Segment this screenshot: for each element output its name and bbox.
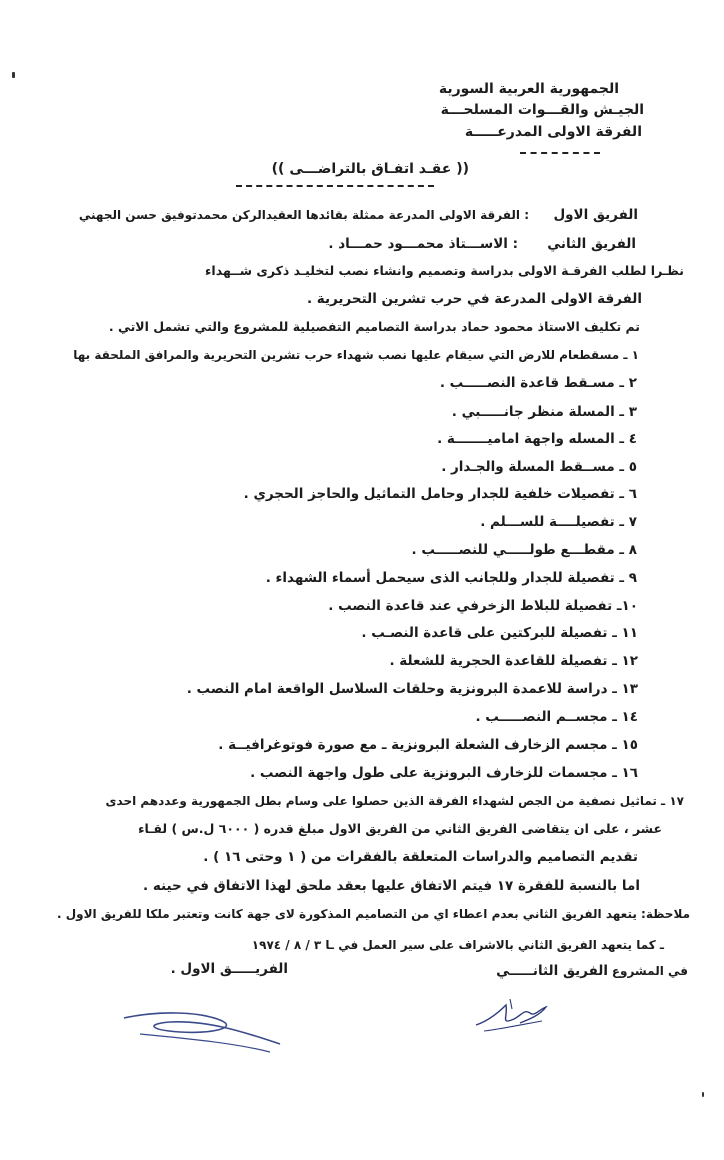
- item-11: ١١ ـ تفصيلة للبركتين على قاعدة النصـب .: [361, 625, 638, 641]
- first-party-signature-label: الفريـــــق الاول .: [170, 961, 288, 977]
- intro-line-3: تم تكليف الاستاذ محمود حماد بدراسة التصاميم التفصيلية للمشروع والتي تشمل الاتي .: [108, 319, 640, 334]
- item-4: ٤ ـ المسله واجهة اماميـــــــة .: [437, 431, 637, 447]
- header-country: الجمهورية العربية السورية: [438, 81, 619, 97]
- item-1: ١ ـ مسقطعام للارض التي سيقام عليها نصب شهداء حرب تشرين التحريرية والمرافق الملحقة بها: [73, 348, 639, 362]
- item-9: ٩ ـ تفصيلة للجدار وللجانب الذى سيحمل أسماء الشهداء .: [265, 570, 637, 586]
- first-party-signature: [120, 1000, 290, 1060]
- item-13: ١٣ ـ دراسة للاعمدة البرونزية وحلقات السلاسل الواقعة امام النصب .: [186, 681, 638, 697]
- item-7: ٧ ـ تفصيلــــة للســـلم .: [480, 514, 637, 530]
- supervision-note: ـ كما يتعهد الفريق الثاني بالاشراف على سير العمل في ـا ٣ / ٨ / ١٩٧٤: [251, 938, 664, 952]
- first-party-label: الفريق الاول: [553, 207, 638, 223]
- title-underline: [236, 185, 434, 187]
- first-party-value: : الفرقة الاولى المدرعة ممثلة بقائدها العقيدالركن محمدتوفيق حسن الجهني: [78, 208, 529, 222]
- second-party-signature: [470, 995, 560, 1040]
- paper-speck: [12, 72, 15, 78]
- second-party-signature-label: الفريق الثانـــــي: [496, 963, 608, 979]
- paper-speck: [702, 1092, 704, 1097]
- item-12: ١٢ ـ تفصيلة للقاعدة الحجرية للشعلة .: [389, 653, 638, 669]
- header-division: الفرقة الاولى المدرعـــــة: [464, 124, 642, 140]
- item-17-line-3: تقديم التصاميم والدراسات المتعلقة بالفقرات من ( ١ وحتى ١٦ ) .: [203, 849, 638, 865]
- ownership-note: ملاحظة: يتعهد الفريق الثاني بعدم اعطاء اي من التصاميم المذكورة لاى جهة كانت وتعتبر ملكا للفريق الاول .: [57, 907, 690, 921]
- item-14: ١٤ ـ مجســم النصـــــب .: [475, 709, 638, 725]
- item-2: ٢ ـ مسـقط قاعدة النصـــــب .: [439, 375, 637, 391]
- header-army: الجيـش والقـــوات المسلحـــة: [440, 102, 644, 118]
- item-10: ١٠ـ تفصيلة للبلاط الزخرفي عند قاعدة النصب .: [328, 598, 638, 614]
- paragraph-17-note: اما بالنسبة للفقرة ١٧ فيتم الاتفاق عليها بعقد ملحق لهذا الاتفاق في حينه .: [142, 878, 640, 894]
- intro-line-2: الفرقة الاولى المدرعة في حرب تشرين التحريرية .: [306, 291, 642, 307]
- item-8: ٨ ـ مقطـــع طولـــــي للنصـــــب .: [411, 542, 637, 558]
- item-5: ٥ ـ مســقط المسلة والجـدار .: [441, 459, 637, 475]
- item-17-line-1: ١٧ ـ تماثيل نصفية من الجص لشهداء الفرقة الذين حصلوا على وسام بطل الجمهورية وعددهم احدى: [105, 794, 684, 808]
- header-underline: [520, 152, 600, 154]
- intro-line-1: نظـرا لطلب الفرقـة الاولى بدراسة وتصميم وانشاء نصب لتخليـد ذكرى شــهداء: [205, 263, 684, 278]
- second-party-label: الفريق الثاني: [547, 236, 636, 252]
- item-3: ٣ ـ المسلة منظر جانـــــبي .: [451, 404, 637, 420]
- second-party-value: : الاســـتاذ محمـــود حمـــاد .: [328, 236, 518, 252]
- item-6: ٦ ـ تفصيلات خلفية للجدار وحامل التماثيل والحاجز الحجري .: [243, 486, 637, 502]
- item-17-line-2: عشر ، على ان يتقاضى الفريق الثاني من الفريق الاول مبلغ قدره ( ٦٠٠٠ ل.س ) لقـاء: [138, 821, 662, 836]
- item-16: ١٦ ـ مجسمات للزخارف البرونزية على طول واجهة النصب .: [250, 765, 638, 781]
- supervision-note-tail: في المشروع .: [603, 964, 688, 978]
- document-title: (( عقـد اتفـاق بالتراضـــى )): [271, 161, 469, 177]
- item-15: ١٥ ـ مجسم الزخارف الشعلة البرونزية ـ مع صورة فوتوغرافيــة .: [218, 737, 638, 753]
